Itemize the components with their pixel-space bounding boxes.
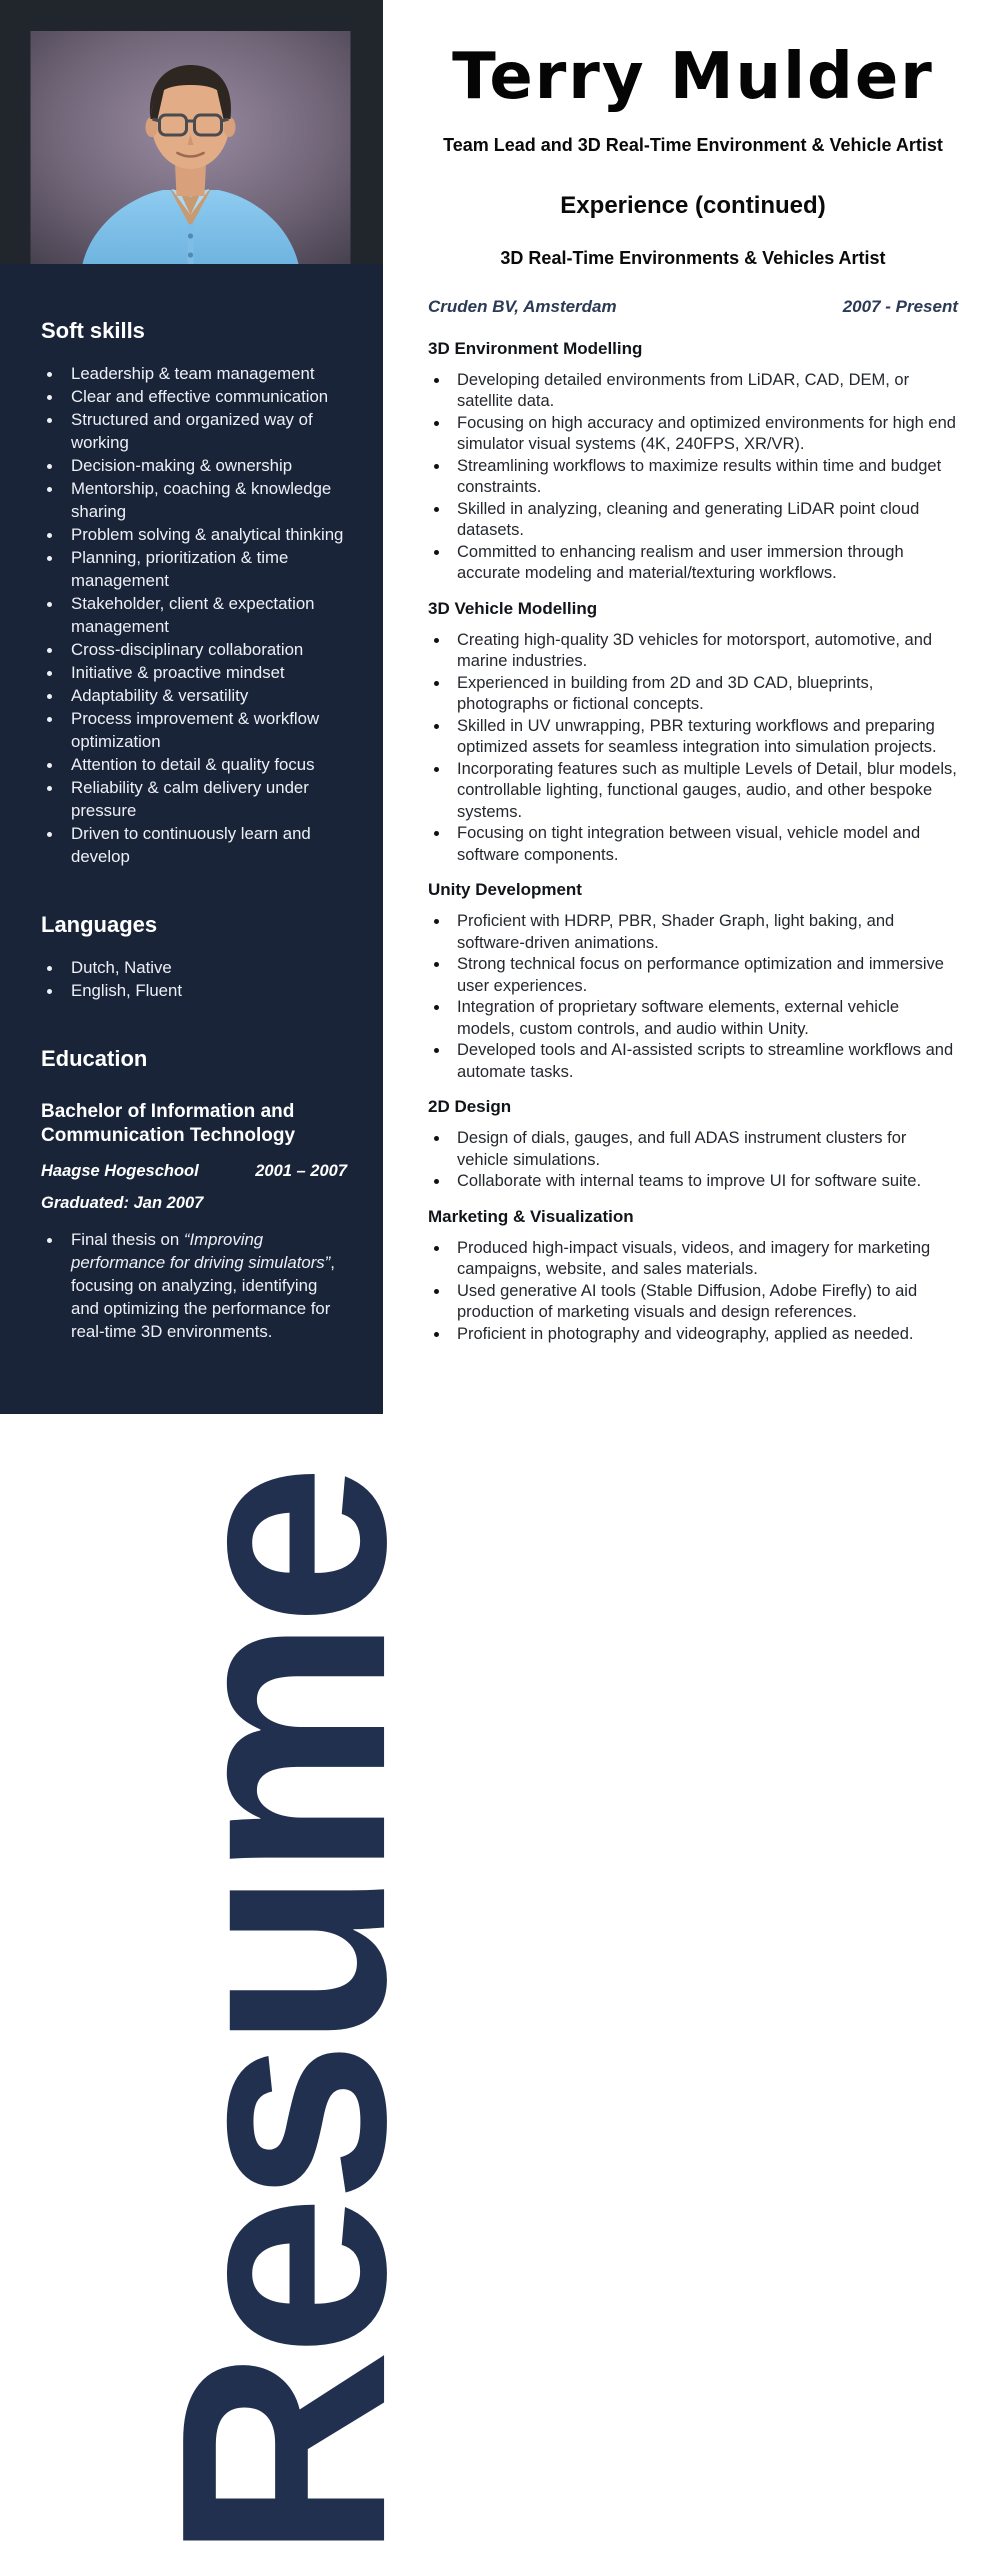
bullet-dot-icon	[434, 1246, 439, 1251]
experience-section-environment	[428, 339, 958, 585]
list-item: Design of dials, gauges, and full ADAS instrument clusters for vehicle simulations.	[428, 1128, 958, 1171]
education-meta	[41, 1162, 347, 1181]
section-title: 3D Environment Modelling	[428, 338, 643, 358]
resume-watermark: Resume	[120, 1472, 446, 2560]
list-item: Adaptability & versatility	[41, 684, 347, 707]
list-item: Clear and effective communication	[41, 385, 347, 408]
list-item: Stakeholder, client & expectation management	[41, 592, 347, 638]
bullet-dot-icon	[434, 421, 439, 426]
bullet-dot-icon	[47, 989, 52, 994]
bullet-dot-icon	[47, 1238, 52, 1243]
job-meta	[428, 297, 958, 317]
thesis-suffix: , focusing on analyzing, identifying and optimizing the performance for real-time 3D environments.	[71, 1253, 335, 1341]
profile-photo	[31, 31, 350, 264]
list-item: Planning, prioritization & time management	[41, 546, 347, 592]
bullet-dot-icon	[47, 717, 52, 722]
main-column	[383, 0, 1000, 1414]
bullet-list	[428, 370, 958, 585]
section-title: 3D Vehicle Modelling	[428, 598, 598, 618]
bullet-dot-icon	[47, 966, 52, 971]
degree-title: Bachelor of Information and Communication Technology	[41, 1101, 296, 1146]
bullet-dot-icon	[47, 671, 52, 676]
bullet-dot-icon	[434, 1332, 439, 1337]
languages-section	[41, 912, 347, 1002]
photo-band	[0, 0, 383, 264]
list-item: Focusing on tight integration between visual, vehicle model and software components.	[428, 823, 958, 866]
list-item: Integration of proprietary software elements, external vehicle models, custom controls, and audio within Unity.	[428, 997, 958, 1040]
employer-name: Cruden BV, Amsterdam	[428, 296, 617, 316]
bullet-dot-icon	[434, 1289, 439, 1294]
experience-section-marketing	[428, 1207, 958, 1346]
soft-skills-list	[41, 362, 347, 868]
bullet-dot-icon	[47, 418, 52, 423]
list-item: Incorporating features such as multiple Levels of Detail, blur models, controllable lighting, functional gauges, audio, and other bespoke systems.	[428, 759, 958, 824]
bullet-dot-icon	[434, 1136, 439, 1141]
list-item: Creating high-quality 3D vehicles for motorsport, automotive, and marine industries.	[428, 630, 958, 673]
languages-list	[41, 956, 347, 1002]
experience-section-2d-design	[428, 1097, 958, 1193]
list-item: Leadership & team management	[41, 362, 347, 385]
profile-photo-illustration	[31, 31, 350, 264]
languages-title: Languages	[41, 912, 158, 937]
list-item: Committed to enhancing realism and user immersion through accurate modeling and material/texturing workflows.	[428, 542, 958, 585]
experience-section-vehicle	[428, 599, 958, 867]
bullet-dot-icon	[434, 831, 439, 836]
list-item: Process improvement & workflow optimization	[41, 707, 347, 753]
thesis-bullet	[41, 1228, 347, 1343]
list-item: Used generative AI tools (Stable Diffusion, Adobe Firefly) to aid production of marketing visuals and design references.	[428, 1281, 958, 1324]
section-title: Marketing & Visualization	[428, 1206, 634, 1226]
list-item: Streamlining workflows to maximize results within time and budget constraints.	[428, 456, 958, 499]
experience-section-unity	[428, 880, 958, 1083]
bullet-dot-icon	[47, 372, 52, 377]
bullet-dot-icon	[434, 919, 439, 924]
bullet-dot-icon	[434, 378, 439, 383]
bullet-dot-icon	[47, 694, 52, 699]
bullet-dot-icon	[47, 556, 52, 561]
education-title: Education	[41, 1046, 148, 1071]
bullet-dot-icon	[434, 767, 439, 772]
bullet-dot-icon	[47, 487, 52, 492]
bullet-dot-icon	[47, 464, 52, 469]
bullet-dot-icon	[434, 464, 439, 469]
list-item: Developed tools and AI-assisted scripts to streamline workflows and automate tasks.	[428, 1040, 958, 1083]
role-title: 3D Real-Time Environments & Vehicles Artist	[500, 247, 886, 268]
bullet-dot-icon	[434, 724, 439, 729]
bullet-dot-icon	[47, 602, 52, 607]
list-item: Strong technical focus on performance optimization and immersive user experiences.	[428, 954, 958, 997]
education-dates: 2001 – 2007	[255, 1162, 347, 1180]
bullet-dot-icon	[47, 648, 52, 653]
bullet-dot-icon	[47, 763, 52, 768]
bullet-dot-icon	[434, 638, 439, 643]
section-title: 2D Design	[428, 1097, 512, 1117]
bullet-dot-icon	[434, 550, 439, 555]
list-item: Experienced in building from 2D and 3D CAD, blueprints, photographs or fictional concepts.	[428, 673, 958, 716]
thesis-title: “Improving performance for driving simulators”	[71, 1230, 331, 1272]
list-item: Dutch, Native	[41, 956, 347, 979]
bullet-dot-icon	[434, 1005, 439, 1010]
experience-heading: Experience (continued)	[560, 191, 826, 219]
employment-period: 2007 - Present	[842, 296, 958, 316]
bullet-dot-icon	[434, 1048, 439, 1053]
list-item: Reliability & calm delivery under pressure	[41, 776, 347, 822]
list-item: Collaborate with internal teams to improve UI for software suite.	[428, 1171, 958, 1193]
list-item: Cross-disciplinary collaboration	[41, 638, 347, 661]
bullet-dot-icon	[434, 962, 439, 967]
bullet-dot-icon	[47, 786, 52, 791]
list-item: Produced high-impact visuals, videos, and imagery for marketing campaigns, website, and sales materials.	[428, 1238, 958, 1281]
bullet-list	[428, 630, 958, 867]
bullet-dot-icon	[47, 533, 52, 538]
bullet-dot-icon	[47, 395, 52, 400]
bullet-dot-icon	[434, 507, 439, 512]
graduated-line: Graduated: Jan 2007	[41, 1194, 204, 1212]
sidebar-content	[0, 264, 383, 1343]
soft-skills-title: Soft skills	[41, 318, 145, 343]
list-item: Focusing on high accuracy and optimized environments for high end simulator visual systems (4K, 240FPS, XR/VR).	[428, 413, 958, 456]
thesis-prefix: Final thesis on	[71, 1230, 184, 1249]
sidebar	[0, 0, 446, 2560]
section-title: Unity Development	[428, 880, 582, 900]
list-item: Proficient in photography and videography, applied as needed.	[428, 1324, 958, 1346]
soft-skills-section	[41, 318, 347, 868]
list-item: Developing detailed environments from LiDAR, CAD, DEM, or satellite data.	[428, 370, 958, 413]
bullet-list	[428, 911, 958, 1083]
bullet-dot-icon	[47, 832, 52, 837]
list-item: Problem solving & analytical thinking	[41, 523, 347, 546]
bullet-dot-icon	[434, 1179, 439, 1184]
list-item: Initiative & proactive mindset	[41, 661, 347, 684]
candidate-title: Team Lead and 3D Real-Time Environment & Vehicle Artist	[443, 134, 943, 155]
school-name: Haagse Hogeschool	[41, 1162, 199, 1180]
list-item: Structured and organized way of working	[41, 408, 347, 454]
bullet-list	[428, 1128, 958, 1193]
list-item: Proficient with HDRP, PBR, Shader Graph, light baking, and software-driven animations.	[428, 911, 958, 954]
list-item: Skilled in UV unwrapping, PBR texturing workflows and preparing optimized assets for seamless integration into simulation projects.	[428, 716, 958, 759]
bullet-dot-icon	[434, 681, 439, 686]
list-item: Mentorship, coaching & knowledge sharing	[41, 477, 347, 523]
list-item: Attention to detail & quality focus	[41, 753, 347, 776]
thesis-list	[41, 1228, 347, 1343]
list-item: Skilled in analyzing, cleaning and generating LiDAR point cloud datasets.	[428, 499, 958, 542]
candidate-name: Terry Mulder	[452, 40, 934, 114]
list-item: English, Fluent	[41, 979, 347, 1002]
education-section	[41, 1046, 347, 1343]
bullet-list	[428, 1238, 958, 1346]
list-item: Decision-making & ownership	[41, 454, 347, 477]
list-item: Driven to continuously learn and develop	[41, 822, 347, 868]
